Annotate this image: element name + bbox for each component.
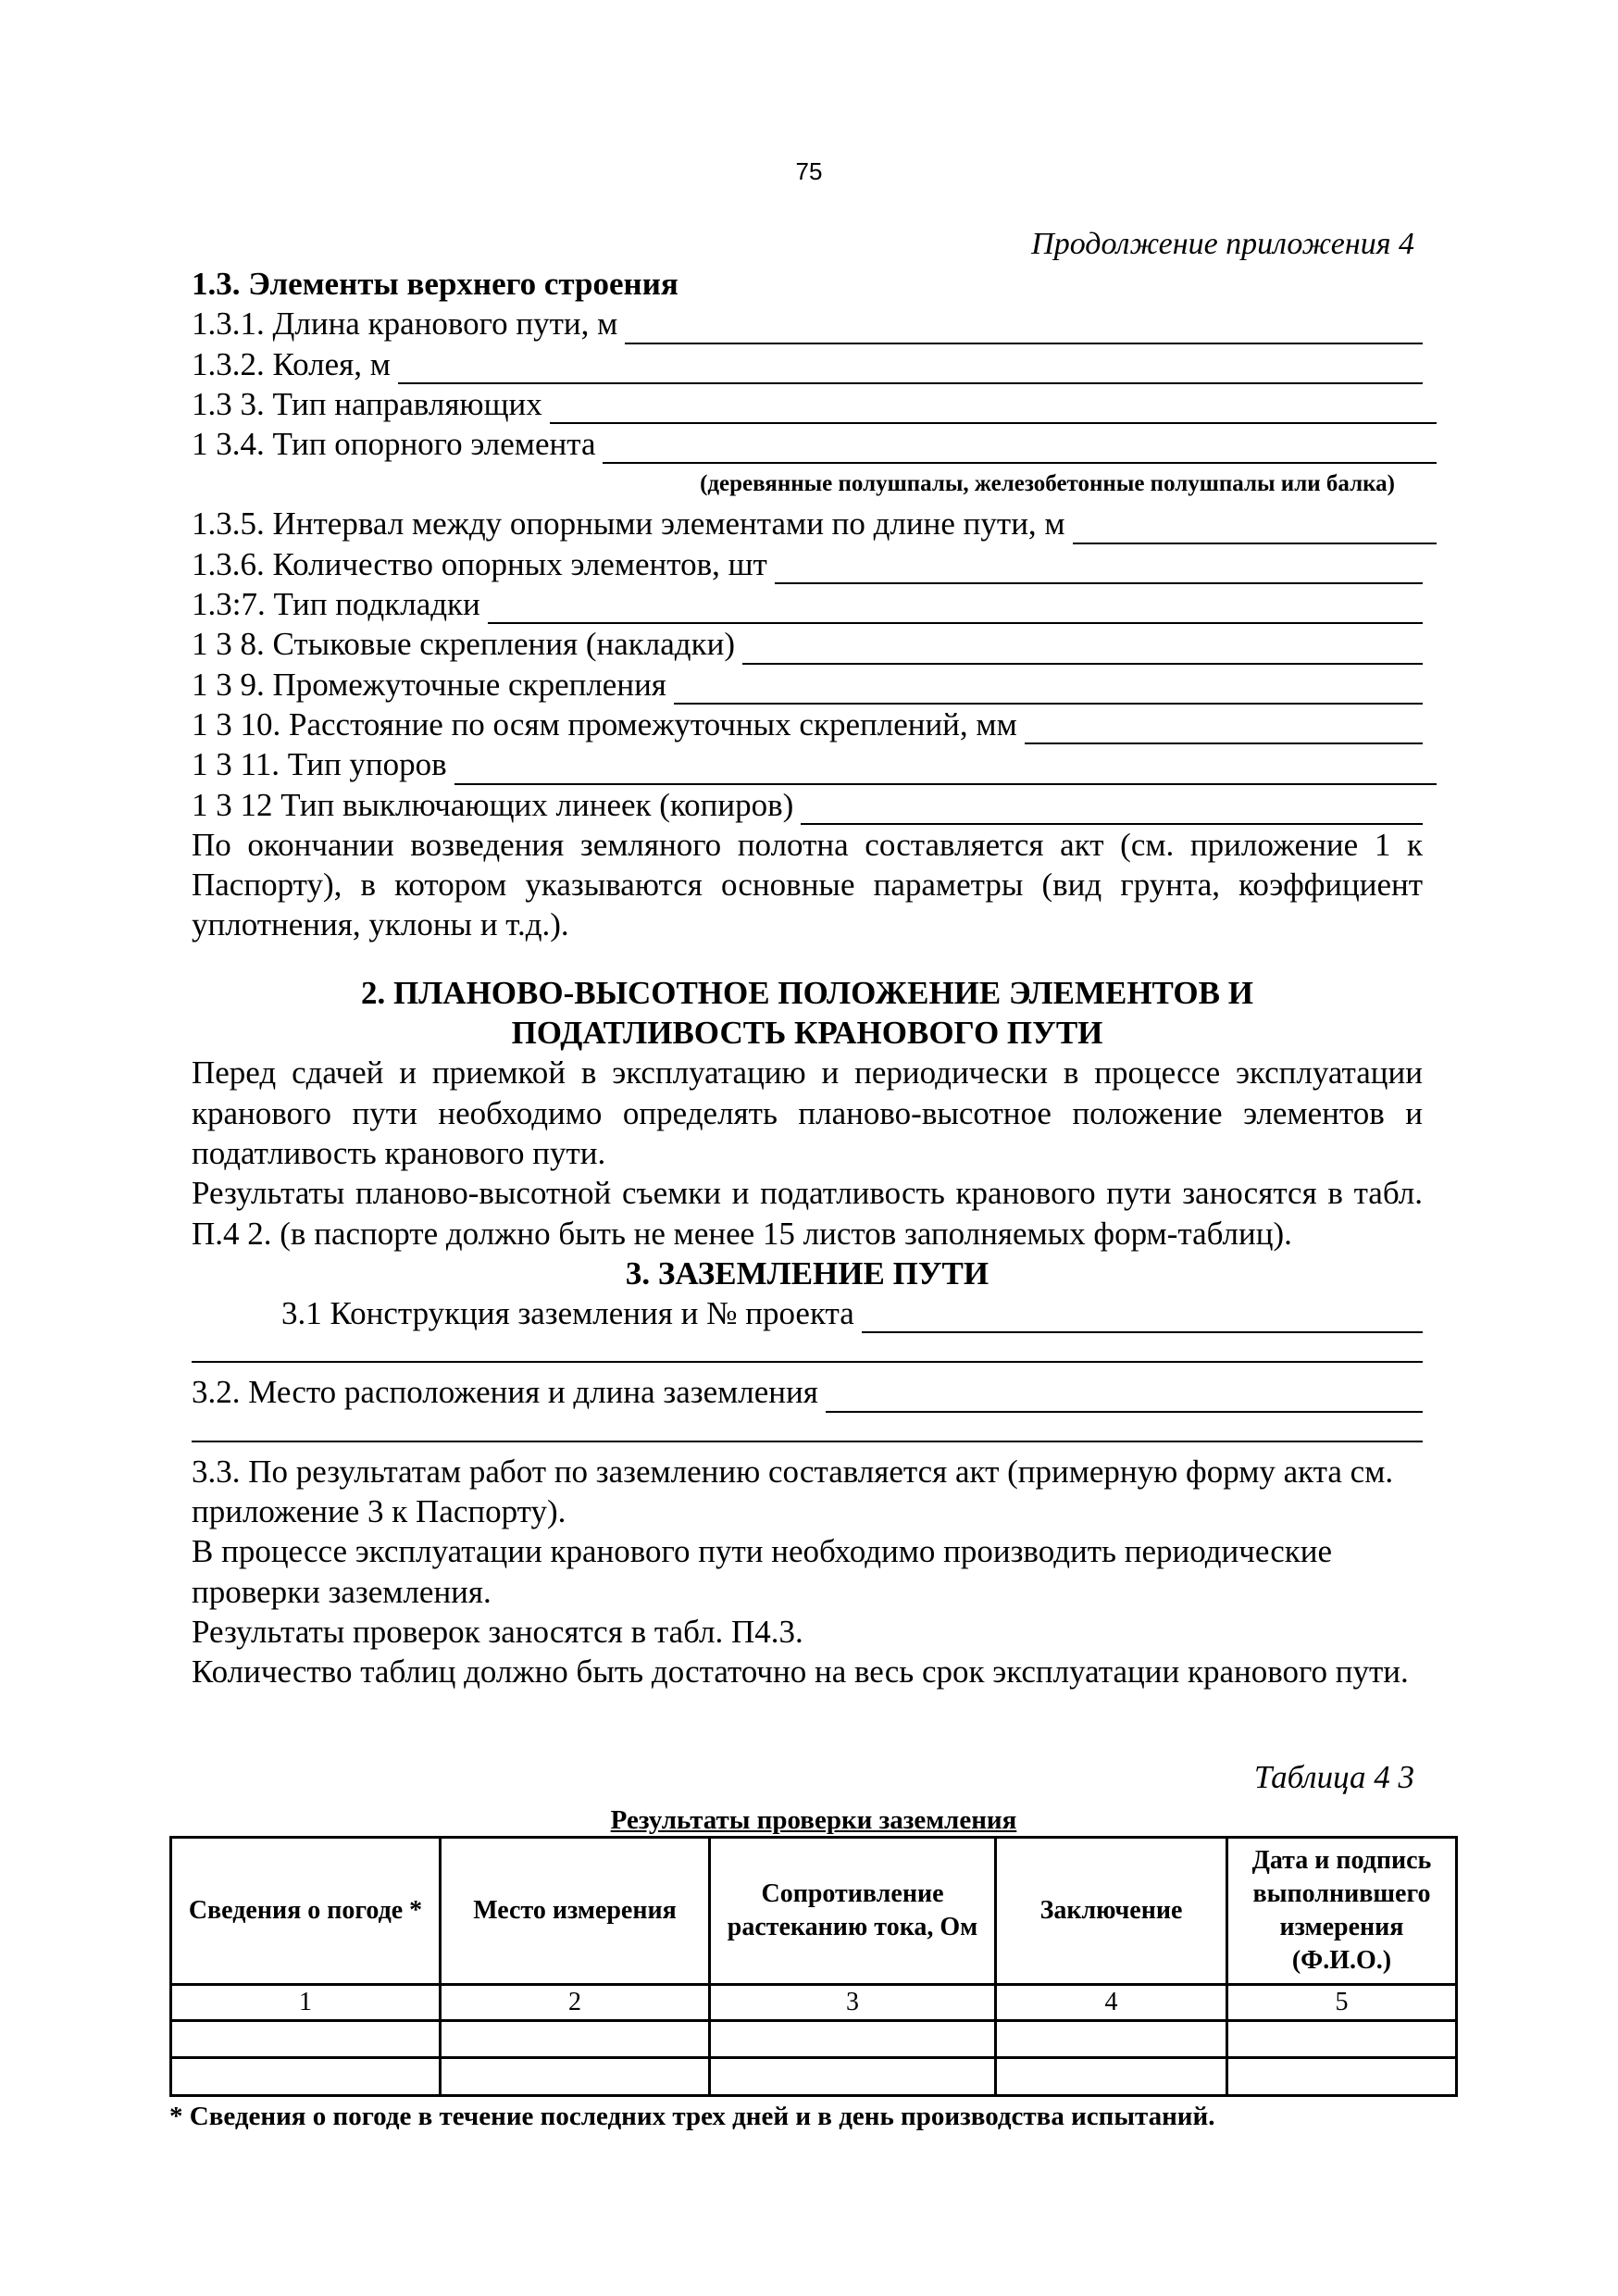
paragraph-section-2-results: Результаты планово-высотной съемки и податливость кранового пути заносятся в табл. П.4 2. (в паспорте должно быть не менее 15 листов заполняемых форм-таблиц). <box>192 1175 1423 1252</box>
column-number: 2 <box>441 1985 710 2021</box>
field-label: 1 3 12 Тип выключающих линеек (копиров) <box>192 786 794 823</box>
table-title: Результаты проверки заземления <box>610 1805 1017 1835</box>
field-label: 1 3 9. Промежуточные скрепления <box>192 666 666 703</box>
fill-line[interactable] <box>826 1383 1423 1413</box>
column-number: 1 <box>171 1985 441 2021</box>
field-stop-type[interactable] <box>192 744 1437 784</box>
fill-line[interactable] <box>674 675 1423 705</box>
fill-line[interactable] <box>742 635 1423 665</box>
appendix-continuation: Продолжение приложения 4 <box>1031 227 1414 261</box>
support-type-note: (деревянные полушпалы, железобетонные полушпалы или балка) <box>700 471 1395 497</box>
field-intermediate-fastenings[interactable] <box>192 665 1423 705</box>
table-cell[interactable] <box>441 2058 710 2096</box>
fill-line[interactable] <box>625 315 1423 344</box>
fill-line[interactable] <box>488 594 1423 624</box>
table-cell[interactable] <box>710 2021 996 2058</box>
table-cell[interactable] <box>1227 2058 1457 2096</box>
table-cell[interactable] <box>996 2021 1227 2058</box>
section-heading-2-line1: 2. ПЛАНОВО-ВЫСОТНОЕ ПОЛОЖЕНИЕ ЭЛЕМЕНТОВ И <box>361 974 1253 1011</box>
fill-line[interactable] <box>1025 715 1423 744</box>
paragraph-grounding-act: 3.3. По результатам работ по заземлению составляется акт (примерную форму акта см. приложение 3 к Паспорту). <box>192 1453 1394 1530</box>
field-label: 1.3.6. Количество опорных элементов, шт <box>192 545 767 582</box>
field-guide-type[interactable] <box>192 384 1437 424</box>
section-heading-1-3: 1.3. Элементы верхнего строения <box>192 266 678 302</box>
field-label: 1.3:7. Тип подкладки <box>192 586 480 623</box>
fill-line[interactable] <box>862 1304 1423 1333</box>
fill-line[interactable] <box>550 394 1437 424</box>
table-cell[interactable] <box>996 2058 1227 2096</box>
field-label: 3.1 Конструкция заземления и № проекта <box>281 1295 854 1332</box>
paragraph-table-count: Количество таблиц должно быть достаточно на весь срок эксплуатации кранового пути. <box>192 1653 1409 1691</box>
field-label: 1 3 10. Расстояние по осям промежуточных скреплений, мм <box>192 705 1017 742</box>
fill-line[interactable] <box>775 555 1423 584</box>
header-resistance: Сопротивление растеканию тока, Ом <box>710 1838 996 1985</box>
field-gauge[interactable] <box>192 344 1423 384</box>
field-label: 1 3 11. Тип упоров <box>192 746 447 783</box>
header-date-signature: Дата и подпись выполнившего измерения (Ф.И.О.) <box>1227 1838 1457 1985</box>
table-cell[interactable] <box>171 2058 441 2096</box>
field-switch-ruler-type[interactable] <box>192 785 1423 825</box>
table-row <box>171 2021 1457 2058</box>
table-number-row <box>171 1985 1457 2021</box>
fill-line[interactable] <box>801 795 1423 825</box>
field-label: 1 3 8. Стыковые скрепления (накладки) <box>192 626 735 663</box>
fill-line[interactable] <box>398 355 1423 384</box>
fill-line[interactable] <box>603 434 1437 464</box>
fill-line[interactable] <box>454 755 1437 785</box>
field-label: 1.3 3. Тип направляющих <box>192 385 542 422</box>
field-label: 3.2. Место расположения и длина заземления <box>192 1374 818 1411</box>
paragraph-earthwork-act: По окончании возведения земляного полотна составляется акт (см. приложение 1 к Паспорту), в котором указываются основные параметры (вид грунта, коэффициент уплотнения, уклоны и т.д.). <box>192 826 1423 943</box>
table-footnote: * Сведения о погоде в течение последних трех дней и в день производства испытаний. <box>169 2102 1215 2131</box>
field-grounding-location[interactable] <box>192 1372 1423 1412</box>
fill-line-continuation[interactable] <box>192 1333 1423 1363</box>
table-cell[interactable] <box>171 2021 441 2058</box>
field-support-count[interactable] <box>192 544 1423 584</box>
section-heading-3: 3. ЗАЗЕМЛЕНИЕ ПУТИ <box>625 1254 989 1292</box>
column-number: 5 <box>1227 1985 1457 2021</box>
table-cell[interactable] <box>710 2058 996 2096</box>
field-support-interval[interactable] <box>192 504 1437 543</box>
table-cell[interactable] <box>441 2021 710 2058</box>
field-label: 1.3.2. Колея, м <box>192 345 391 382</box>
header-conclusion: Заключение <box>996 1838 1227 1985</box>
section-heading-2-line2: ПОДАТЛИВОСТЬ КРАНОВОГО ПУТИ <box>511 1015 1103 1052</box>
grounding-results-table <box>169 1836 1458 2097</box>
field-label: 1.3.5. Интервал между опорными элементами по длине пути, м <box>192 505 1065 543</box>
column-number: 4 <box>996 1985 1227 2021</box>
header-location: Место измерения <box>441 1838 710 1985</box>
field-joint-fastenings[interactable] <box>192 624 1423 664</box>
table-row <box>171 2058 1457 2096</box>
field-baseplate-type[interactable] <box>192 584 1423 624</box>
field-label: 1.3.1. Длина кранового пути, м <box>192 306 618 343</box>
paragraph-section-2-intro: Перед сдачей и приемкой в эксплуатацию и периодически в процессе эксплуатации кранового пути необходимо определять планово-высотное положение элементов и податливость кранового пути. <box>192 1054 1423 1171</box>
paragraph-check-results: Результаты проверок заносятся в табл. П4.3. <box>192 1613 803 1650</box>
document-body <box>192 264 1423 1692</box>
field-label: 1 3.4. Тип опорного элемента <box>192 426 596 463</box>
fill-line[interactable] <box>1073 515 1437 544</box>
column-number: 3 <box>710 1985 996 2021</box>
field-fastening-spacing[interactable] <box>192 705 1423 744</box>
field-crane-track-length[interactable] <box>192 304 1423 343</box>
header-weather: Сведения о погоде * <box>171 1838 441 1985</box>
field-grounding-design[interactable] <box>192 1293 1423 1333</box>
table-header-row <box>171 1838 1457 1985</box>
paragraph-periodic-checks: В процессе эксплуатации кранового пути необходимо производить периодические проверки заземления. <box>192 1533 1333 1610</box>
page-number: 75 <box>795 157 823 185</box>
fill-line-continuation[interactable] <box>192 1413 1423 1442</box>
field-support-type[interactable] <box>192 424 1437 464</box>
table-cell[interactable] <box>1227 2021 1457 2058</box>
table-caption: Таблица 4 3 <box>1253 1759 1414 1795</box>
